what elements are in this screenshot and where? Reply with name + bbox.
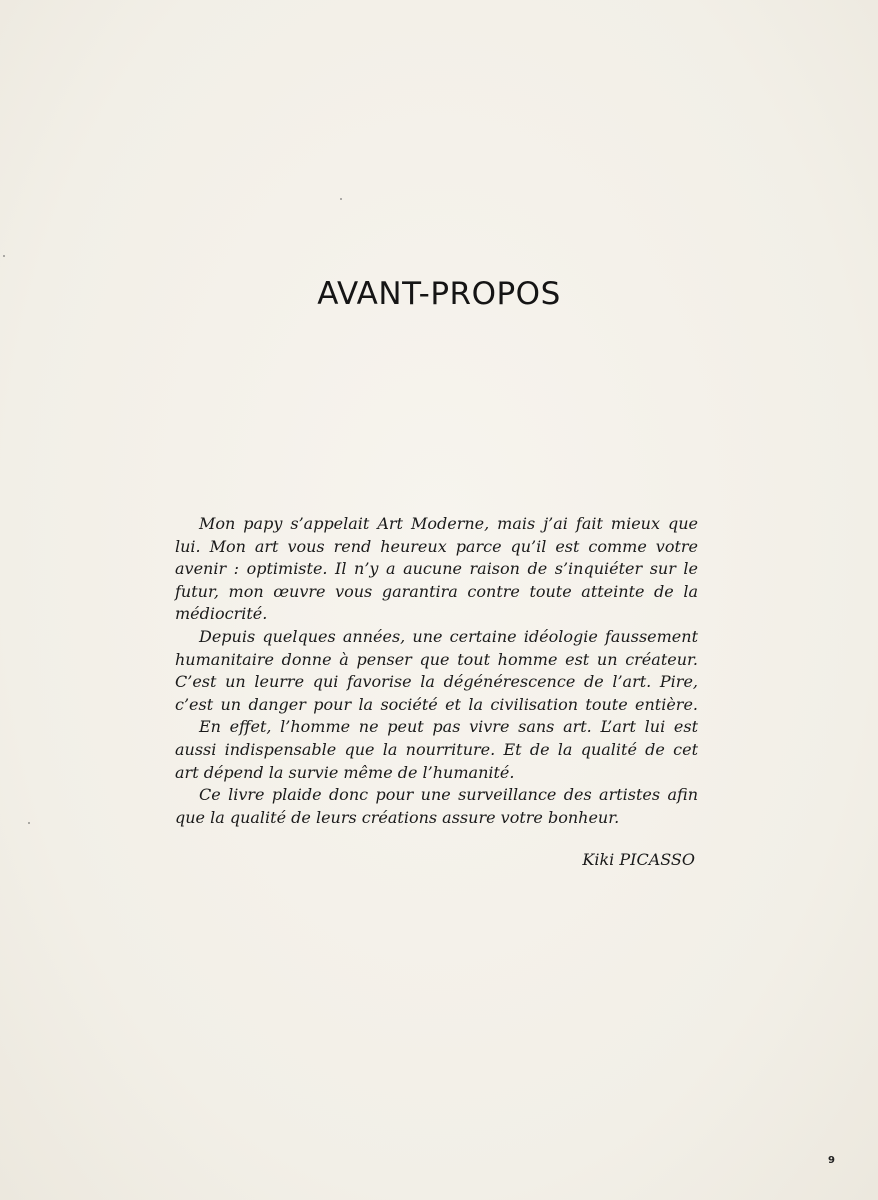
author-signature: Kiki PICASSO — [582, 850, 695, 869]
text-line: futur, mon œuvre vous garantira contre toute atteinte de la — [175, 581, 698, 601]
text-line: c’est un danger pour la société et la civilisation toute entière. — [175, 694, 698, 714]
text-line: Depuis quelques années, une certaine idéologie faussement — [199, 626, 698, 646]
text-line: Ce livre plaide donc pour une surveillance des artistes afin — [199, 785, 698, 805]
text-line: avenir : optimiste. Il n’y a aucune raison de s’inquiéter sur le — [175, 559, 698, 579]
text-line: médiocrité. — [175, 604, 268, 624]
paper-speck — [3, 255, 5, 257]
paper-speck — [340, 198, 342, 200]
text-line: lui. Mon art vous rend heureux parce qu’il est comme votre — [175, 536, 698, 556]
text-line: humanitaire donne à penser que tout homme est un créateur. — [175, 649, 698, 669]
text-line: que la qualité de leurs créations assure votre bonheur. — [175, 807, 620, 827]
text-line: Mon papy s’appelait Art Moderne, mais j’ai fait mieux que — [199, 514, 698, 533]
text-line: aussi indispensable que la nourriture. Et de la qualité de cet — [175, 739, 698, 759]
text-line: art dépend la survie même de l’humanité. — [175, 762, 515, 782]
text-line: C’est un leurre qui favorise la dégénérescence de l’art. Pire, — [175, 672, 698, 692]
page-number: 9 — [828, 1155, 835, 1166]
foreword-body — [175, 513, 698, 829]
text-line: En effet, l’homme ne peut pas vivre sans art. L’art lui est — [199, 717, 698, 737]
page-title: AVANT-PROPOS — [317, 276, 561, 312]
paper-speck — [28, 822, 30, 824]
